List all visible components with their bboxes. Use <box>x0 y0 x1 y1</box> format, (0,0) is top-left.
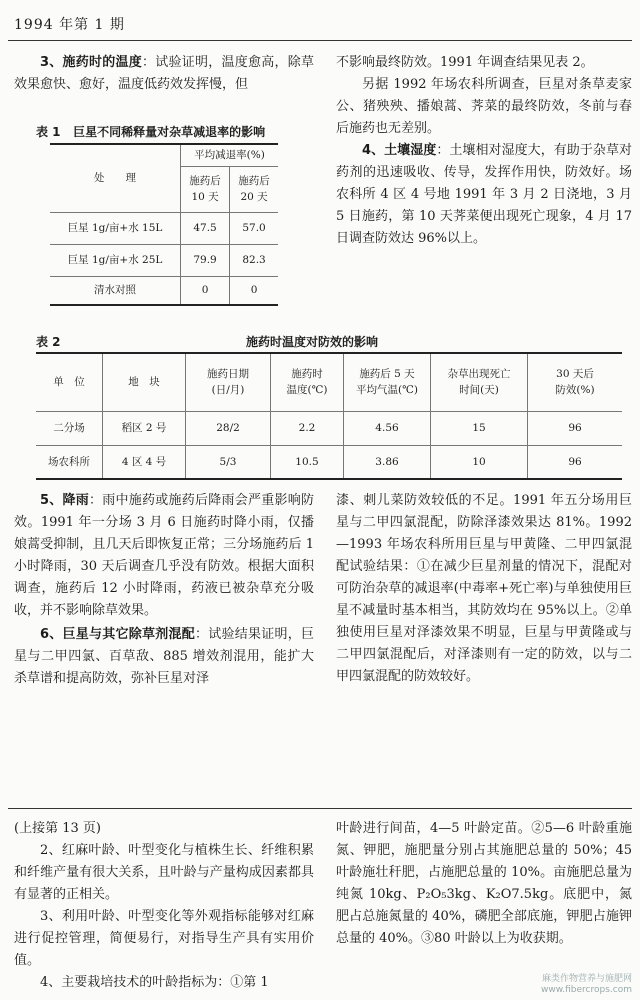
table2-header-cell: 30 天后 防效(%) <box>528 353 623 411</box>
para-soil-moisture <box>336 140 632 250</box>
watermark-line2: www.fibercrops.com <box>541 985 632 995</box>
table1-cell: 79.9 <box>181 244 230 276</box>
table2-cell: 4 区 4 号 <box>103 445 186 479</box>
table1-header-group: 平均减退率(%) <box>181 144 279 166</box>
para-kenaf-4: 4、主要栽培技术的叶龄指标为：①第 1 <box>40 975 269 990</box>
para-mixing-cont: 漆、刺儿菜防效较低的不足。1991 年五分场用巨星与二甲四氯混配，防除泽漆效果达 81%。1992—1993 年场农科所用巨星与甲黄隆、二甲四氯混配试验结果：①在减少巨星剂量的情况下，混配对可防治杂草的减退率(中毒率+死亡率)与单独使用巨星不减量时基本相当，其防效均在 95%以上。②单独使用巨星对泽漆效果不明显，巨星与甲黄隆或与二甲四氯混配后，对泽漆则有一定的防效，以与二甲四氯混配的防效较好。 <box>336 493 632 684</box>
table2-cell: 96 <box>528 411 623 445</box>
table2-header-row <box>36 353 622 411</box>
table1-cell: 47.5 <box>181 212 230 244</box>
para-mixing-body: ：试验结果证明，巨星与二甲四氯、百草敌、885 增效剂混用，能扩大杀草谱和提高防效，弥补巨星对泽 <box>14 627 314 686</box>
table2-cell: 二分场 <box>36 411 103 445</box>
para-temperature <box>14 52 314 96</box>
table1-cell: 清水对照 <box>50 276 181 305</box>
table2 <box>36 352 622 480</box>
continued-note: (上接第 13 页) <box>14 821 101 836</box>
para-rainfall-body: ：雨中施药或施药后降雨会严重影响防效。1991 年一分场 3 月 6 日施药时降小雨，仅播娘蒿受抑制，且几天后即恢复正常；三分场施药后 1 小时降雨，30 天后调查几乎没有防效。根据大面积调查，施药后 12 小时降雨，药液已被杂草充分吸收，并不影响除草效果。 <box>14 493 314 618</box>
table-row <box>36 411 622 445</box>
table2-cell: 28/2 <box>186 411 271 445</box>
header-rule <box>8 40 632 41</box>
table2-cell: 10.5 <box>271 445 344 479</box>
para-mixing-head: 6、巨星与其它除草剂混配 <box>40 627 196 642</box>
table2-header-cell: 施药后 5 天 平均气温(℃) <box>344 353 431 411</box>
table2-caption-title: 施药时温度对防效的影响 <box>246 335 379 349</box>
para-soil-moisture-head: 4、土壤湿度 <box>362 143 437 158</box>
watermark-line1: 麻类作物营养与施肥网 <box>541 974 632 984</box>
table1-header-10d: 施药后 10 天 <box>181 166 230 212</box>
table2-caption-number: 表 2 <box>36 335 61 349</box>
table2-cell: 场农科所 <box>36 445 103 479</box>
table1-header-treatment: 处 理 <box>50 144 181 212</box>
table1-cell: 巨星 1g/亩+水 25L <box>50 244 181 276</box>
table2-cell: 10 <box>431 445 528 479</box>
table1-header-20d: 施药后 20 天 <box>230 166 278 212</box>
left-mid-text <box>14 490 314 690</box>
table1-caption-title: 巨星不同稀释量对杂草减退率的影响 <box>73 125 266 139</box>
para-rainfall-head: 5、降雨 <box>40 493 90 508</box>
table2-cell: 2.2 <box>271 411 344 445</box>
table2-cell: 15 <box>431 411 528 445</box>
table2-cell: 96 <box>528 445 623 479</box>
table-row <box>50 212 278 244</box>
para-soil-moisture-body: ：土壤相对湿度大，有助于杂草对药剂的迅速吸收、传导，发挥作用快，防效好。场农科所 4 区 4 号地 1991 年 3 月 2 日浇地，3 月 5 日施药，第 10 天荠菜便出现死亡现象，4 月 17 日调查防效达 96%以上。 <box>336 143 632 246</box>
table2-header-cell: 单 位 <box>36 353 103 411</box>
para-temperature-head: 3、施药时的温度 <box>40 55 143 70</box>
right-bottom-text <box>336 818 632 950</box>
table2-cell: 5/3 <box>186 445 271 479</box>
para-mixing <box>14 624 314 690</box>
para-kenaf-2: 2、红麻叶龄、叶型变化与植株生长、纤维积累和纤维产量有很大关系，且叶龄与产量构成因素都具有显著的正相关。 <box>14 843 314 902</box>
right-top-text <box>336 52 632 250</box>
table-row <box>50 276 278 305</box>
table-row <box>36 445 622 479</box>
table2-cell: 稻区 2 号 <box>103 411 186 445</box>
table1-cell: 82.3 <box>230 244 278 276</box>
table1-cell: 巨星 1g/亩+水 15L <box>50 212 181 244</box>
table2-header-cell: 施药时 温度(℃) <box>271 353 344 411</box>
para-other-survey: 另据 1992 年场农科所调查，巨星对条草麦家公、猪殃殃、播娘蒿、荠菜的最终防效，冬前与春后施药也无差别。 <box>336 77 632 136</box>
table2-header-cell: 地 块 <box>103 353 186 411</box>
table2-cell: 4.56 <box>344 411 431 445</box>
table1-caption <box>36 123 265 140</box>
watermark <box>541 974 632 996</box>
table1-cell: 0 <box>230 276 278 305</box>
para-kenaf-3: 3、利用叶龄、叶型变化等外观指标能够对红麻进行促控管理，简便易行，对指导生产具有实用价值。 <box>14 909 314 968</box>
table2-cell: 3.86 <box>344 445 431 479</box>
para-temperature-body: ：试验证明，温度愈高，除草效果愈快、愈好，温度低药效发挥慢，但 <box>14 55 314 92</box>
table2-header-cell: 施药日期 (日/月) <box>186 353 271 411</box>
para-rainfall <box>14 490 314 622</box>
right-top-line1: 不影响最终防效。1991 年调查结果见表 2。 <box>336 55 594 70</box>
table1 <box>50 143 278 306</box>
left-bottom-text <box>14 818 314 994</box>
page-header: 1994 年第 1 期 <box>14 17 125 33</box>
table-row <box>50 244 278 276</box>
table2-caption <box>36 333 636 350</box>
table1-cell: 0 <box>181 276 230 305</box>
table2-header-cell: 杂草出现死亡 时间(天) <box>431 353 528 411</box>
table1-cell: 57.0 <box>230 212 278 244</box>
section-rule <box>8 808 632 809</box>
right-mid-text <box>336 490 632 688</box>
table1-caption-number: 表 1 <box>36 125 61 139</box>
para-kenaf-4-cont: 叶龄进行间苗，4—5 叶龄定苗。②5—6 叶龄重施氮、钾肥，施肥量分别占其施肥总量的 50%；45 叶龄施壮秆肥，占施肥总量的 10%。亩施肥总量为纯氮 10kg、P₂O₅3kg、K₂O7.5kg。底肥中，氮肥占总施氮量的 40%，磷肥全部底施，钾肥占施钾总量的 40%。③80 叶龄以上为收获期。 <box>336 821 632 946</box>
